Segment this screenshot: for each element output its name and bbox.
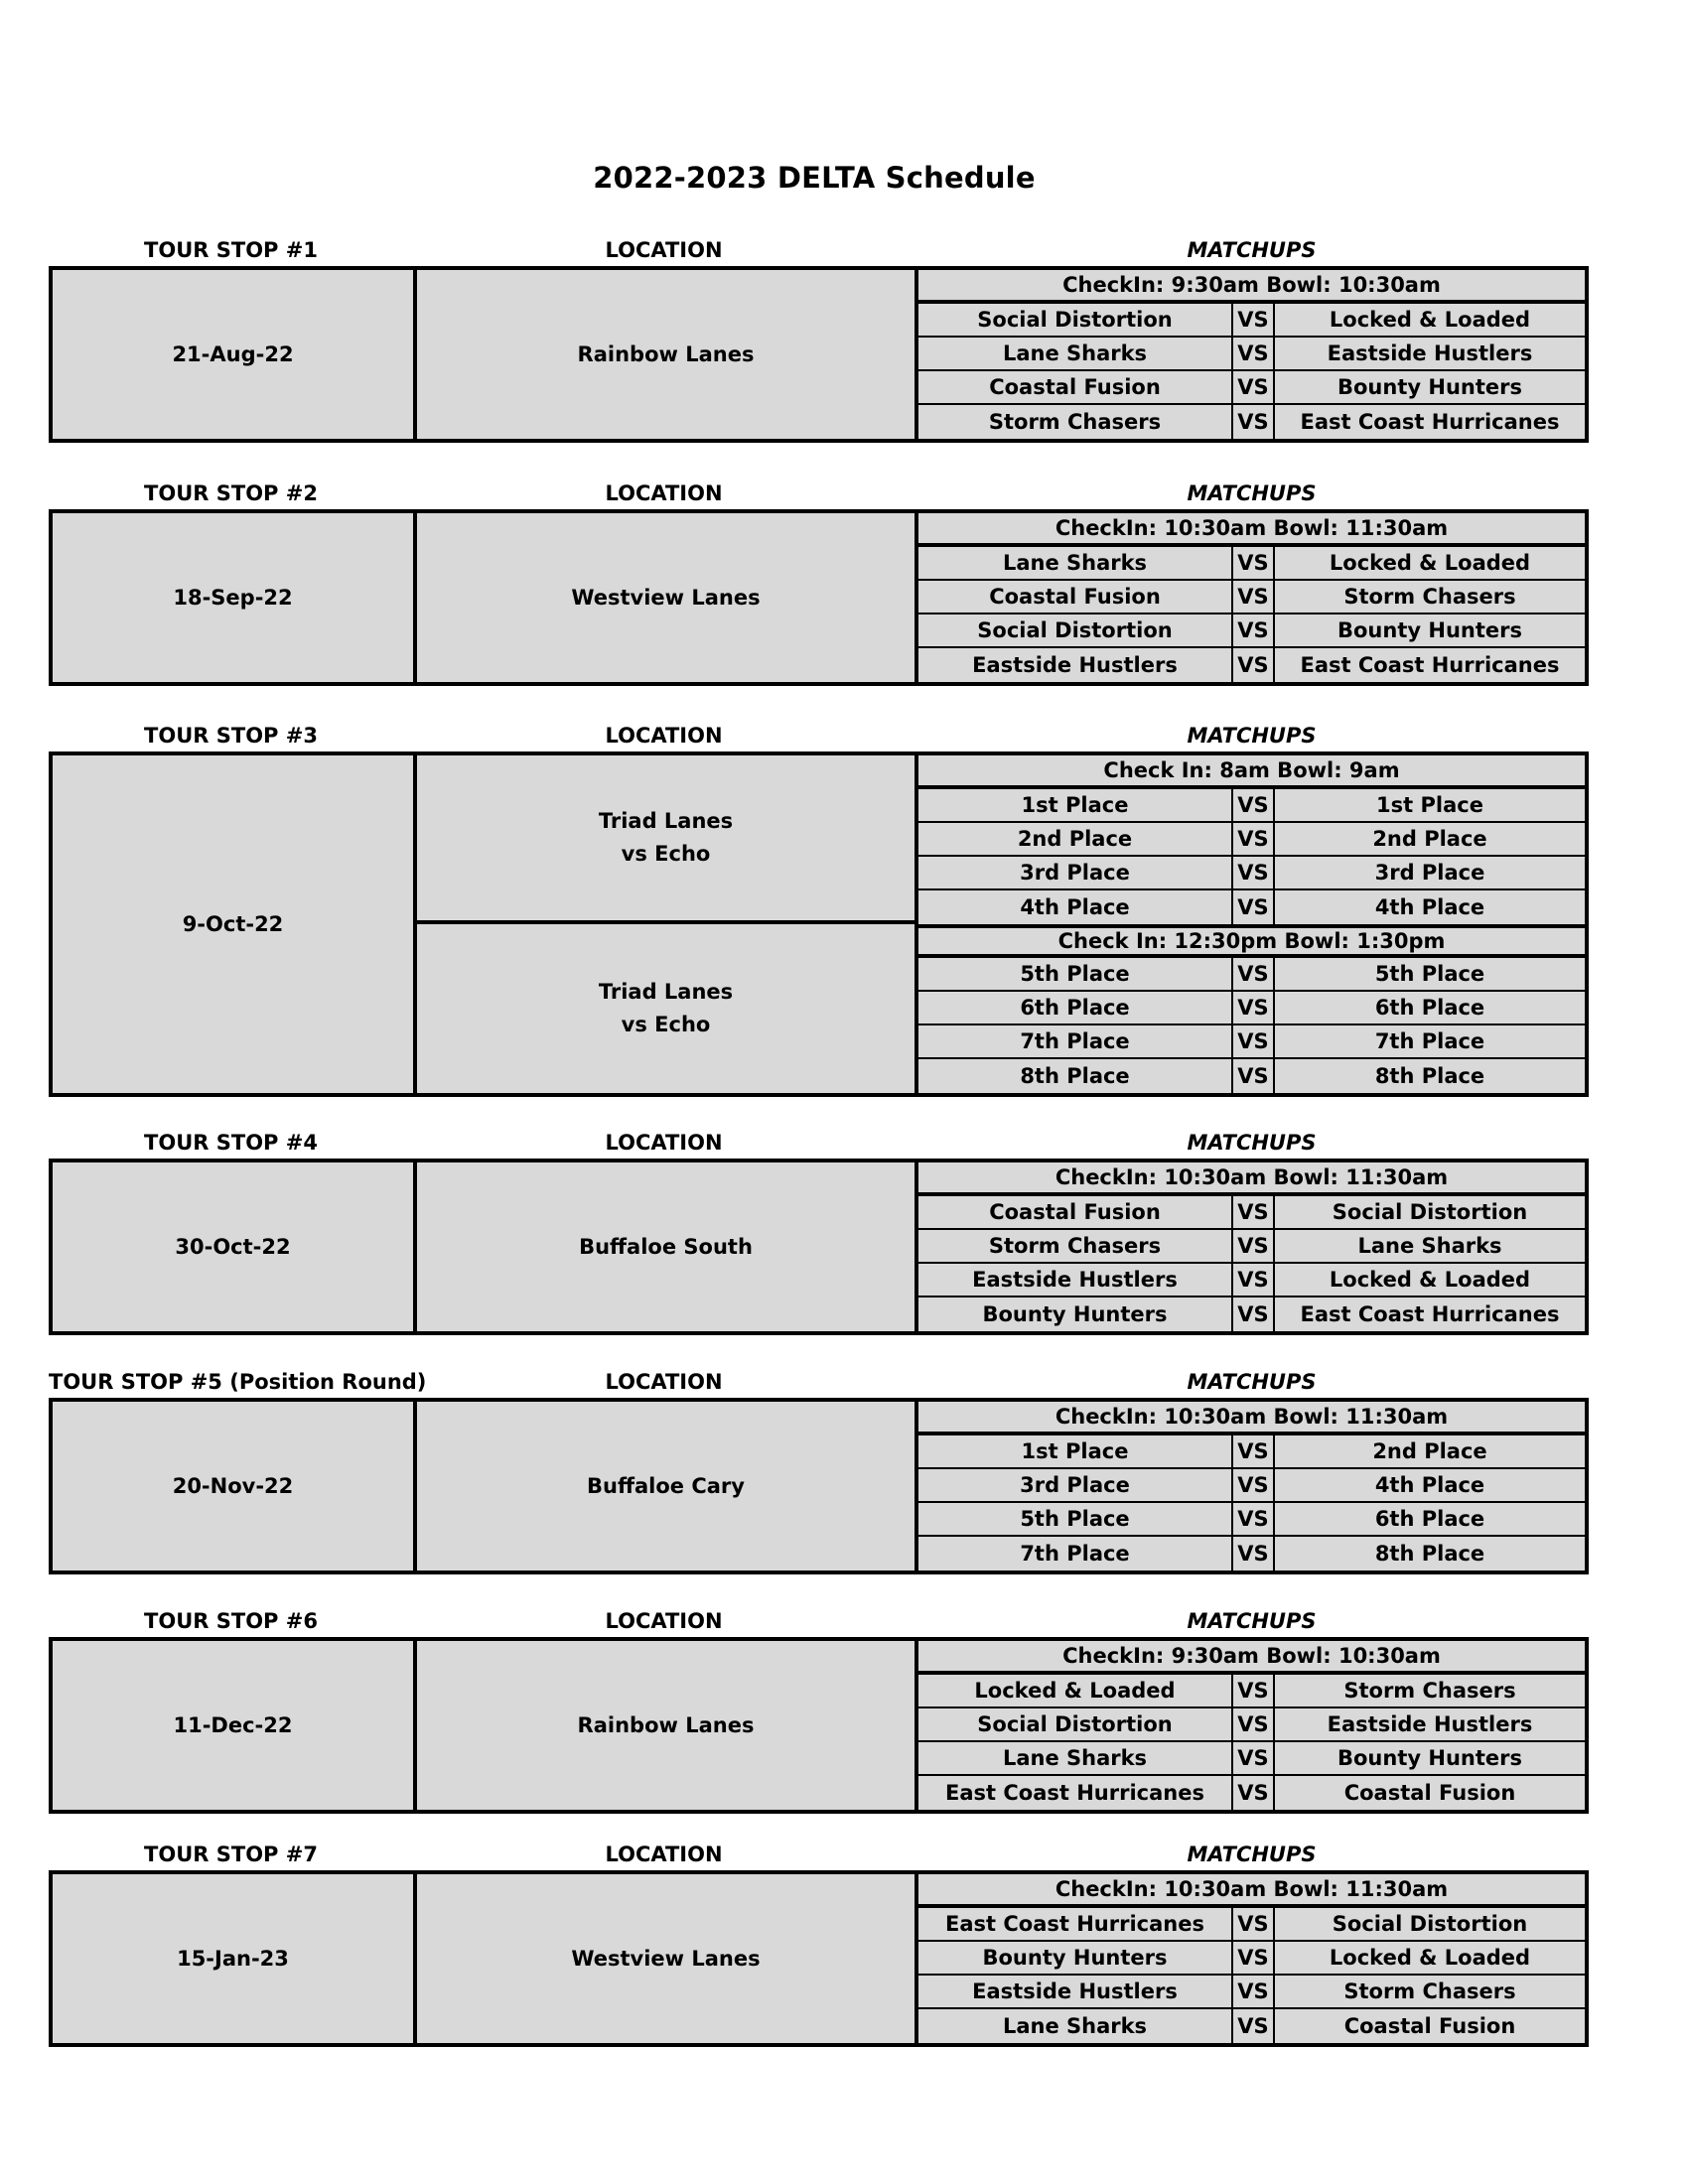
- away-team: Coastal Fusion: [1343, 2014, 1516, 2038]
- home-team: Storm Chasers: [918, 405, 1233, 439]
- away-team: 6th Place: [1374, 1507, 1485, 1531]
- vs-label: VS: [1233, 1230, 1275, 1262]
- home-team: East Coast Hurricanes: [918, 1908, 1233, 1940]
- away-team: Locked & Loaded: [1329, 1946, 1531, 1970]
- location-header: LOCATION: [605, 481, 723, 505]
- location-name: Triad Lanes: [598, 980, 734, 1004]
- away-team: 2nd Place: [1372, 1439, 1487, 1463]
- home-team: Social Distortion: [918, 304, 1233, 336]
- vs-label: VS: [1233, 1264, 1275, 1296]
- vs-label: VS: [1233, 1025, 1275, 1057]
- vs-label: VS: [1233, 823, 1275, 855]
- matchup-row: [918, 789, 1585, 823]
- location-header: LOCATION: [605, 1370, 723, 1394]
- tour-stop-label: TOUR STOP #3: [144, 724, 318, 748]
- location-cell: [417, 1162, 918, 1331]
- home-team: 4th Place: [918, 890, 1233, 924]
- away-team: Social Distortion: [1332, 1912, 1528, 1936]
- stop-table: [49, 266, 1589, 443]
- away-team: 7th Place: [1374, 1029, 1485, 1053]
- matchup-row: [918, 1025, 1585, 1059]
- location-name: Westview Lanes: [571, 585, 761, 610]
- vs-label: VS: [1233, 1708, 1275, 1740]
- location-name: Westview Lanes: [571, 1946, 761, 1971]
- home-team: 1st Place: [918, 789, 1233, 821]
- stop-date: 18-Sep-22: [53, 513, 417, 682]
- stop-table: [49, 751, 1589, 1097]
- matchup-row: [918, 1196, 1585, 1230]
- matchups-header: MATCHUPS: [1187, 1131, 1317, 1155]
- away-team: 8th Place: [1374, 1064, 1485, 1088]
- away-team: 5th Place: [1374, 962, 1485, 986]
- vs-label: VS: [1233, 1537, 1275, 1570]
- matchup-row: [918, 1469, 1585, 1503]
- location-name: Rainbow Lanes: [577, 1712, 755, 1737]
- vs-label: VS: [1233, 1742, 1275, 1774]
- checkin-time: CheckIn: 10:30am Bowl: 11:30am: [918, 1162, 1585, 1196]
- checkin-time: CheckIn: 9:30am Bowl: 10:30am: [918, 270, 1585, 304]
- away-team: Storm Chasers: [1343, 585, 1516, 609]
- home-team: Locked & Loaded: [918, 1675, 1233, 1706]
- matchup-row: [918, 581, 1585, 614]
- tour-stop-label: TOUR STOP #5 (Position Round): [49, 1370, 427, 1394]
- tour-stop-label: TOUR STOP #2: [144, 481, 318, 505]
- vs-label: VS: [1233, 547, 1275, 579]
- away-team: Bounty Hunters: [1337, 618, 1522, 642]
- matchup-row: [918, 1230, 1585, 1264]
- matchups-grid: [918, 1162, 1585, 1331]
- vs-label: VS: [1233, 614, 1275, 646]
- away-team: East Coast Hurricanes: [1300, 1302, 1560, 1326]
- matchups-header: MATCHUPS: [1187, 481, 1317, 505]
- vs-label: VS: [1233, 1976, 1275, 2007]
- matchups-grid: [918, 755, 1585, 924]
- matchup-row: [918, 1435, 1585, 1469]
- matchups-grid: [918, 513, 1585, 682]
- vs-label: VS: [1233, 1469, 1275, 1501]
- vs-label: VS: [1233, 2009, 1275, 2043]
- home-team: 7th Place: [918, 1025, 1233, 1057]
- location-cell: [417, 755, 918, 924]
- home-team: 3rd Place: [918, 1469, 1233, 1501]
- matchup-row: [918, 857, 1585, 890]
- home-team: Bounty Hunters: [918, 1297, 1233, 1331]
- vs-label: VS: [1233, 648, 1275, 682]
- matchup-row: [918, 304, 1585, 338]
- vs-label: VS: [1233, 1776, 1275, 1810]
- away-team: East Coast Hurricanes: [1300, 410, 1560, 434]
- matchup-row: [918, 405, 1585, 439]
- stop-date: 21-Aug-22: [53, 270, 417, 439]
- vs-label: VS: [1233, 1503, 1275, 1535]
- home-team: 2nd Place: [918, 823, 1233, 855]
- location-name: Rainbow Lanes: [577, 341, 755, 366]
- away-team: Storm Chasers: [1343, 1979, 1516, 2003]
- matchup-row: [918, 1503, 1585, 1537]
- matchups-grid: [918, 270, 1585, 439]
- home-team: Social Distortion: [918, 1708, 1233, 1740]
- vs-label: VS: [1233, 581, 1275, 613]
- location-cell: [417, 1641, 918, 1810]
- matchups-header: MATCHUPS: [1187, 724, 1317, 748]
- away-team: 3rd Place: [1374, 861, 1485, 885]
- home-team: Eastside Hustlers: [918, 648, 1233, 682]
- home-team: 7th Place: [918, 1537, 1233, 1570]
- home-team: East Coast Hurricanes: [918, 1776, 1233, 1810]
- vs-label: VS: [1233, 1908, 1275, 1940]
- away-team: Bounty Hunters: [1337, 1746, 1522, 1770]
- vs-label: VS: [1233, 857, 1275, 888]
- matchups-grid: [918, 1402, 1585, 1570]
- location-header: LOCATION: [605, 1131, 723, 1155]
- matchups-grid: [918, 924, 1585, 1093]
- away-team: Social Distortion: [1332, 1200, 1528, 1224]
- matchup-row: [918, 958, 1585, 992]
- stop-table: [49, 509, 1589, 686]
- vs-label: VS: [1233, 338, 1275, 369]
- away-team: Locked & Loaded: [1329, 308, 1531, 332]
- tour-stop-label: TOUR STOP #7: [144, 1843, 318, 1866]
- away-team: 6th Place: [1374, 996, 1485, 1020]
- matchup-row: [918, 1675, 1585, 1708]
- vs-label: VS: [1233, 1942, 1275, 1974]
- home-team: Eastside Hustlers: [918, 1264, 1233, 1296]
- location-cell: [417, 1402, 918, 1570]
- checkin-time: CheckIn: 9:30am Bowl: 10:30am: [918, 1641, 1585, 1675]
- stop-date: 11-Dec-22: [53, 1641, 417, 1810]
- tour-stop-label: TOUR STOP #1: [144, 238, 318, 262]
- matchup-row: [918, 371, 1585, 405]
- matchup-row: [918, 648, 1585, 682]
- vs-label: VS: [1233, 1435, 1275, 1467]
- home-team: Coastal Fusion: [918, 581, 1233, 613]
- matchup-row: [918, 1264, 1585, 1297]
- home-team: Eastside Hustlers: [918, 1976, 1233, 2007]
- vs-label: VS: [1233, 1059, 1275, 1093]
- location-header: LOCATION: [605, 1609, 723, 1633]
- matchup-row: [918, 547, 1585, 581]
- matchup-row: [918, 992, 1585, 1025]
- stop-date: 30-Oct-22: [53, 1162, 417, 1331]
- matchup-row: [918, 1297, 1585, 1331]
- matchup-row: [918, 823, 1585, 857]
- vs-label: VS: [1233, 1297, 1275, 1331]
- matchup-row: [918, 1976, 1585, 2009]
- location-header: LOCATION: [605, 238, 723, 262]
- vs-label: VS: [1233, 890, 1275, 924]
- checkin-time: Check In: 8am Bowl: 9am: [918, 755, 1585, 789]
- home-team: 5th Place: [918, 1503, 1233, 1535]
- away-team: Locked & Loaded: [1329, 1268, 1531, 1292]
- location-name: Buffaloe Cary: [587, 1473, 745, 1498]
- home-team: Lane Sharks: [918, 547, 1233, 579]
- home-team: Coastal Fusion: [918, 371, 1233, 403]
- home-team: Lane Sharks: [918, 2009, 1233, 2043]
- stop-date: 20-Nov-22: [53, 1402, 417, 1570]
- away-team: 1st Place: [1376, 793, 1483, 817]
- home-team: Storm Chasers: [918, 1230, 1233, 1262]
- away-team: Bounty Hunters: [1337, 375, 1522, 399]
- home-team: 3rd Place: [918, 857, 1233, 888]
- stop-date: 15-Jan-23: [53, 1874, 417, 2043]
- location-name: Triad Lanes: [598, 809, 734, 833]
- away-team: East Coast Hurricanes: [1300, 653, 1560, 677]
- checkin-time: CheckIn: 10:30am Bowl: 11:30am: [918, 1402, 1585, 1435]
- away-team: 2nd Place: [1372, 827, 1487, 851]
- matchup-row: [918, 890, 1585, 924]
- home-team: Bounty Hunters: [918, 1942, 1233, 1974]
- matchups-header: MATCHUPS: [1187, 1609, 1317, 1633]
- location-cell: [417, 1874, 918, 2043]
- home-team: 5th Place: [918, 958, 1233, 990]
- location-header: LOCATION: [605, 724, 723, 748]
- stop-table: [49, 1398, 1589, 1574]
- matchups-header: MATCHUPS: [1187, 238, 1317, 262]
- location-cell: [417, 270, 918, 439]
- location-header: LOCATION: [605, 1843, 723, 1866]
- away-team: Eastside Hustlers: [1327, 1712, 1533, 1736]
- vs-label: VS: [1233, 958, 1275, 990]
- matchup-row: [918, 1942, 1585, 1976]
- location-cell: [417, 513, 918, 682]
- matchups-grid: [918, 1874, 1585, 2043]
- location-name: vs Echo: [621, 1013, 711, 1036]
- away-team: 4th Place: [1374, 1473, 1485, 1497]
- location-cell: [417, 924, 918, 1093]
- matchup-row: [918, 1708, 1585, 1742]
- tour-stop-label: TOUR STOP #4: [144, 1131, 318, 1155]
- away-team: 8th Place: [1374, 1542, 1485, 1566]
- away-team: Storm Chasers: [1343, 1679, 1516, 1703]
- home-team: 8th Place: [918, 1059, 1233, 1093]
- matchup-row: [918, 1742, 1585, 1776]
- vs-label: VS: [1233, 1675, 1275, 1706]
- checkin-time: CheckIn: 10:30am Bowl: 11:30am: [918, 1874, 1585, 1908]
- matchup-row: [918, 338, 1585, 371]
- home-team: Lane Sharks: [918, 1742, 1233, 1774]
- away-team: Coastal Fusion: [1343, 1781, 1516, 1805]
- matchup-row: [918, 1776, 1585, 1810]
- home-team: Lane Sharks: [918, 338, 1233, 369]
- vs-label: VS: [1233, 371, 1275, 403]
- vs-label: VS: [1233, 789, 1275, 821]
- matchups-grid: [918, 1641, 1585, 1810]
- matchups-header: MATCHUPS: [1187, 1843, 1317, 1866]
- stop-table: [49, 1637, 1589, 1814]
- location-name: Buffaloe South: [579, 1234, 753, 1259]
- away-team: 4th Place: [1374, 895, 1485, 919]
- vs-label: VS: [1233, 405, 1275, 439]
- vs-label: VS: [1233, 304, 1275, 336]
- away-team: Locked & Loaded: [1329, 551, 1531, 575]
- vs-label: VS: [1233, 992, 1275, 1024]
- home-team: Social Distortion: [918, 614, 1233, 646]
- checkin-time: CheckIn: 10:30am Bowl: 11:30am: [918, 513, 1585, 547]
- matchup-row: [918, 1537, 1585, 1570]
- home-team: Coastal Fusion: [918, 1196, 1233, 1228]
- away-team: Eastside Hustlers: [1327, 341, 1533, 365]
- location-name: vs Echo: [621, 842, 711, 866]
- stop-date: 9-Oct-22: [53, 755, 417, 1093]
- checkin-time: Check In: 12:30pm Bowl: 1:30pm: [918, 924, 1585, 958]
- home-team: 6th Place: [918, 992, 1233, 1024]
- tour-stop-label: TOUR STOP #6: [144, 1609, 318, 1633]
- stop-table: [49, 1159, 1589, 1335]
- matchup-row: [918, 2009, 1585, 2043]
- matchup-row: [918, 1059, 1585, 1093]
- matchup-row: [918, 1908, 1585, 1942]
- matchups-header: MATCHUPS: [1187, 1370, 1317, 1394]
- vs-label: VS: [1233, 1196, 1275, 1228]
- matchup-row: [918, 614, 1585, 648]
- stop-table: [49, 1870, 1589, 2047]
- page-title: 2022-2023 DELTA Schedule: [593, 161, 1036, 195]
- home-team: 1st Place: [918, 1435, 1233, 1467]
- away-team: Lane Sharks: [1357, 1234, 1502, 1258]
